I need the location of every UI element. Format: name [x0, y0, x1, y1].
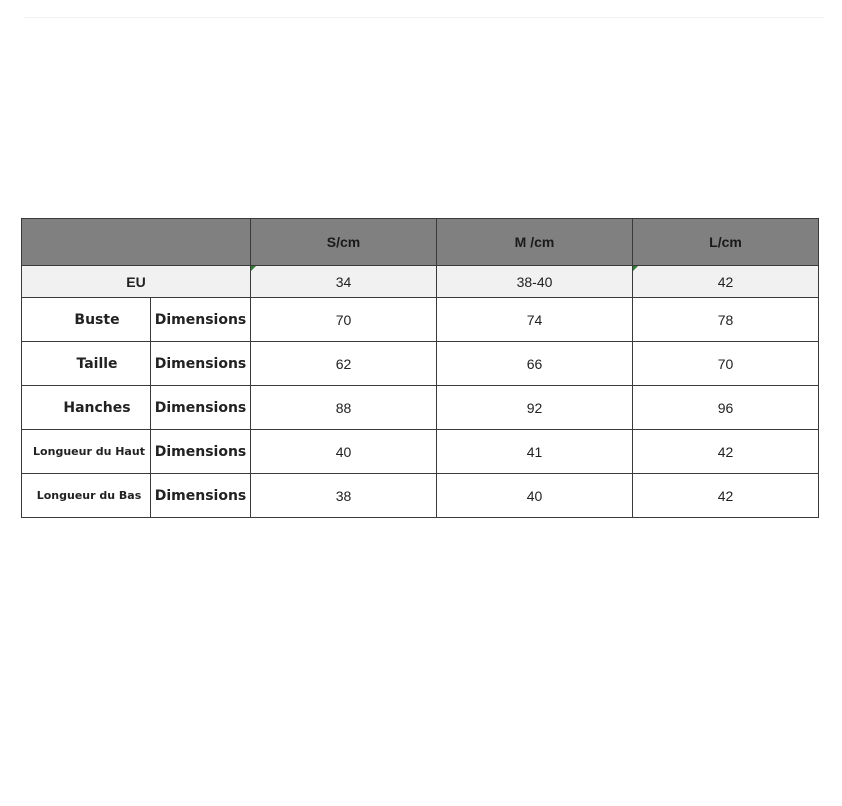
eu-value-l [633, 266, 819, 298]
cell-value-s: 62 [251, 342, 437, 386]
row-label [22, 386, 151, 430]
row-type: Dimensions [151, 342, 251, 386]
row-label-text: Buste [74, 311, 120, 328]
row-type: Dimensions [151, 298, 251, 342]
top-divider [24, 17, 824, 18]
row-label [22, 430, 151, 474]
size-chart-table [21, 218, 819, 518]
row-label-text: Hanches [63, 399, 131, 416]
row-label-text: Longueur du Haut [33, 445, 145, 458]
row-label [22, 298, 151, 342]
table-row [22, 474, 819, 518]
eu-label: EU [22, 266, 251, 298]
cell-corner-marker [633, 266, 638, 271]
header-size-l: L/cm [633, 219, 819, 266]
header-size-s: S/cm [251, 219, 437, 266]
table-row [22, 430, 819, 474]
cell-value-s: 70 [251, 298, 437, 342]
cell-value-m: 40 [437, 474, 633, 518]
row-type: Dimensions [151, 386, 251, 430]
cell-value-m: 92 [437, 386, 633, 430]
eu-value-m: 38-40 [437, 266, 633, 298]
cell-value-l: 70 [633, 342, 819, 386]
row-type: Dimensions [151, 474, 251, 518]
cell-value-s: 38 [251, 474, 437, 518]
cell-value-l: 42 [633, 474, 819, 518]
row-label [22, 474, 151, 518]
table-row [22, 386, 819, 430]
eu-value-l-text: 42 [717, 273, 734, 290]
cell-corner-marker [251, 266, 256, 271]
eu-value-s-text: 34 [335, 273, 352, 290]
cell-value-s: 40 [251, 430, 437, 474]
cell-value-m: 74 [437, 298, 633, 342]
table-row [22, 342, 819, 386]
table-header-row [22, 219, 819, 266]
row-label-text: Taille [76, 355, 118, 372]
header-empty-cell [22, 219, 251, 266]
row-type: Dimensions [151, 430, 251, 474]
cell-value-m: 41 [437, 430, 633, 474]
cell-value-s: 88 [251, 386, 437, 430]
eu-size-row [22, 266, 819, 298]
row-label-text: Longueur du Bas [36, 489, 142, 502]
cell-value-l: 96 [633, 386, 819, 430]
cell-value-l: 78 [633, 298, 819, 342]
header-size-m: M /cm [437, 219, 633, 266]
eu-value-s [251, 266, 437, 298]
cell-value-m: 66 [437, 342, 633, 386]
table-row [22, 298, 819, 342]
cell-value-l: 42 [633, 430, 819, 474]
row-label [22, 342, 151, 386]
